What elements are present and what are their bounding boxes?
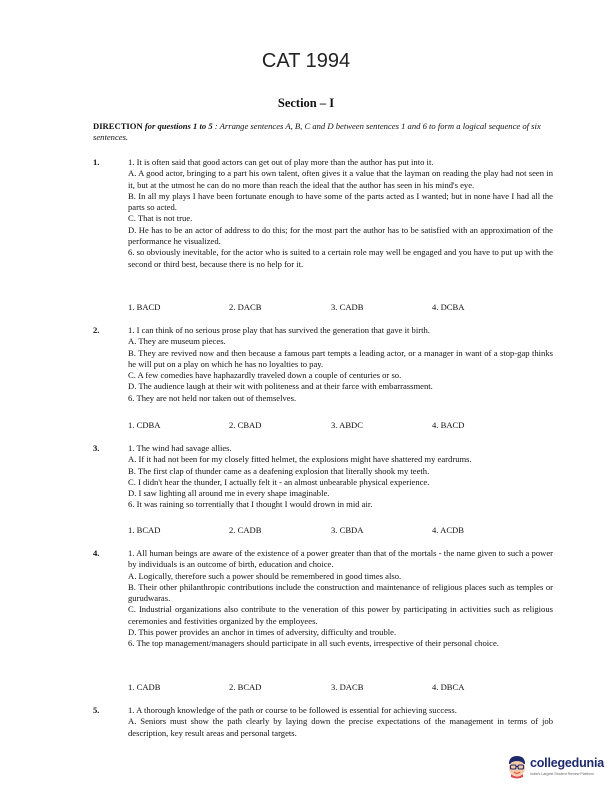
option: 4. ACDB <box>432 525 464 535</box>
option: 1. BACD <box>128 302 161 312</box>
sentence: B. The first clap of thunder came as a deafening explosion that literally shook my teeth. <box>128 465 430 476</box>
page-title: CAT 1994 <box>261 50 351 72</box>
option: 2. CBAD <box>229 420 262 430</box>
option: 4. BACD <box>432 420 465 430</box>
mascot-face-icon <box>506 755 528 779</box>
sentence: 6. so obviously inevitable, for the actor who is suited to a certain role may well be engaged and you have to put up with the second or third best, because there is no help for it. <box>128 247 553 269</box>
option: 2. CADB <box>229 525 262 535</box>
sentence: D. The audience laugh at their wit with politeness and at their farce with embarrassment. <box>128 381 433 392</box>
sentence: D. This power provides an anchor in times of adversity, difficulty and trouble. <box>128 627 397 638</box>
question-body <box>128 157 553 270</box>
option: 3. ABDC <box>331 420 363 430</box>
option: 2. DACB <box>229 302 262 312</box>
sentence: 1. The wind had savage allies. <box>128 443 232 453</box>
sentence: C. That is not true. <box>128 213 193 224</box>
sentence: A. Logically, therefore such a power should be remembered in good times also. <box>128 570 402 581</box>
question-number: 4. <box>93 548 100 558</box>
sentence: 6. It was raining so torrentially that I thought I would drown in mid air. <box>128 499 373 510</box>
brand-tagline: India's Largest Student Review Platform <box>530 772 594 776</box>
sentence: B. In all my plays I have been fortunate enough to have some of the parts acted as I wanted; but in none have I had all the parts so acted. <box>128 190 553 213</box>
sentence: 1. I can think of no serious prose play that has survived the generation that gave it birth. <box>128 325 430 335</box>
direction-label: DIRECTION <box>93 121 143 131</box>
direction-lead: for questions 1 to 5 <box>142 121 213 131</box>
section-heading: Section – I <box>277 96 335 110</box>
question-body <box>128 325 553 404</box>
sentence: D. He has to be an actor of address to do this; for the most part the author has to be satisfied with an approximation of the performance he visualized. <box>128 224 553 247</box>
option: 1. BCAD <box>128 525 161 535</box>
brand-name: collegedunia <box>530 756 605 770</box>
option: 3. CADB <box>331 302 364 312</box>
sentence: C. A few comedies have haphazardly traveled down a couple of centuries or so. <box>128 370 402 381</box>
direction-text <box>93 121 541 142</box>
sentence: B. They are revived now and then because a famous part tempts a leading actor, or a manager in want of a stop-gap thinks he will put on a play on which he has no loyalties to pay. <box>128 347 553 369</box>
option: 3. DACB <box>331 682 364 692</box>
question-number: 3. <box>93 443 100 453</box>
direction-instruction: : Arrange sentences A, B, C and D between sentences 1 and 6 to form a logical sequence of six sentences. <box>93 121 541 142</box>
option: 2. BCAD <box>229 682 262 692</box>
question-body <box>128 548 553 650</box>
question-number: 5. <box>93 705 100 715</box>
brand-logo <box>506 755 606 785</box>
question-body <box>128 705 553 739</box>
sentence: 6. The top management/managers should participate in all such events, irrespective of their personal choice. <box>128 638 499 649</box>
sentence: C. Industrial organizations also contribute to the veneration of this power by participating in activities such as religious ceremonies and festivities organized by the employees. <box>128 604 553 626</box>
sentence: 1. All human beings are aware of the existence of a power greater than that of the mortals - the name given to such a power by individuals is an outcome of birth, education and choice. <box>128 548 553 570</box>
sentence: A. If it had not been for my closely fitted helmet, the explosions might have shattered my eardrums. <box>128 454 472 465</box>
sentence: A. A good actor, bringing to a part his own talent, often gives it a value that the layman on reading the play had not seen in it, but at the utmost he can do no more than reach the ideal that the author has seen in his mind's eye. <box>128 168 553 190</box>
sentence: D. I saw lighting all around me in every shape imaginable. <box>128 488 330 499</box>
option: 4. DBCA <box>432 682 465 692</box>
sentence: C. I didn't hear the thunder, I actually felt it - an almost unbearable physical experience. <box>128 476 430 487</box>
sentence: 1. A thorough knowledge of the path or course to be followed is essential for achieving success. <box>128 705 457 715</box>
sentence: 6. They are not held nor taken out of themselves. <box>128 392 297 403</box>
sentence: B. Their other philanthropic contributions include the construction and maintenance of religious places such as temples or gurudwaras. <box>128 581 553 604</box>
option: 4. DCBA <box>432 302 465 312</box>
sentence: 1. It is often said that good actors can get out of play more than the author has put into it. <box>128 157 434 167</box>
sentence: A. Seniors must show the path clearly by laying down the precise expectations of the management in terms of job description, key result areas and personal targets. <box>128 716 553 738</box>
option: 1. CADB <box>128 682 161 692</box>
question-number: 1. <box>93 157 100 167</box>
question-number: 2. <box>93 325 100 335</box>
option: 1. CDBA <box>128 420 161 430</box>
sentence: A. They are museum pieces. <box>128 336 226 347</box>
option: 3. CBDA <box>331 525 364 535</box>
question-body <box>128 443 553 511</box>
